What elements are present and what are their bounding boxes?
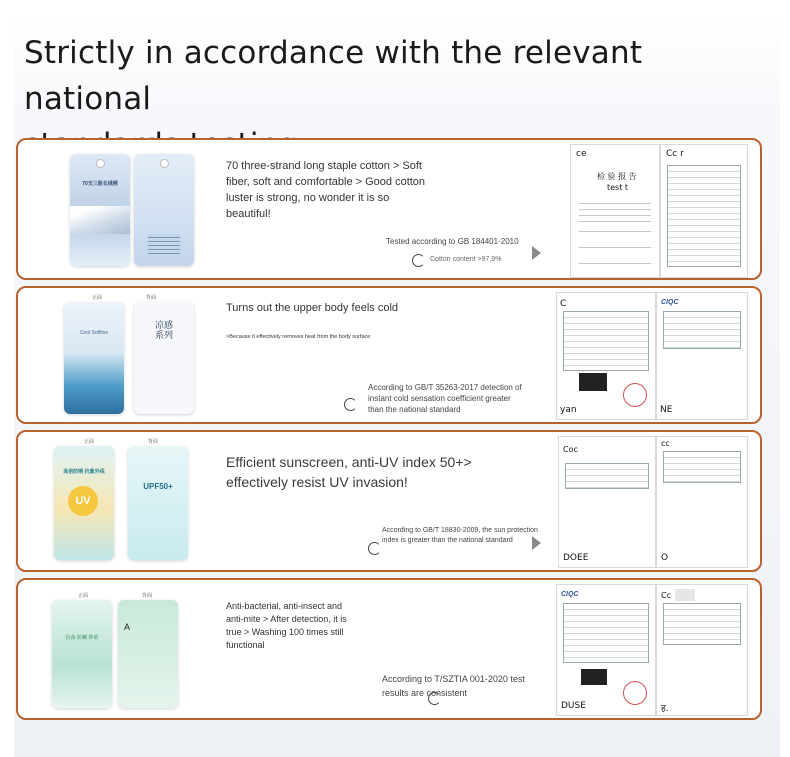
refresh-icon xyxy=(428,692,441,705)
test-report-left: ce 检 验 报 告 test t xyxy=(570,144,660,278)
test-report-right: Cc r xyxy=(660,144,748,278)
tag-back-image xyxy=(134,154,194,266)
test-detail: Cotton content >97.9% xyxy=(430,256,502,263)
arrow-right-icon xyxy=(532,246,541,260)
test-report-right: CIQC NE xyxy=(656,292,748,420)
panel-antibacterial: 正面 背面 抗菌 防螨 抑菌 A Anti-bacterial, anti-insect and anti-mite > After detection, it is true > Washing 100 times still functional According to T/SZTIA 001-2020 test results are consistent CIQC DUSE Cc ह. xyxy=(16,578,762,720)
tag-back-image: A xyxy=(118,600,178,708)
test-standard: According to GB/T 18830-2009, the sun protection index is greater than the national standard xyxy=(382,527,538,544)
product-tag-images xyxy=(48,146,188,270)
panel-description: Efficient sunscreen, anti-UV index 50+> effectively resist UV invasion! xyxy=(226,454,472,490)
product-tag-images xyxy=(48,586,188,710)
tag-back-image: 凉感 系列 xyxy=(134,302,194,414)
uv-badge: UV xyxy=(68,486,98,516)
panel-uv: 正面 背面 高倍防晒 抗紫外线 UV UPF50+ Efficient sunscreen, anti-UV index 50+> effectively resist UV invasion! According to GB/T 18830-2009, the sun protection index is greater than the national standard Coc DOEE cc O xyxy=(16,430,762,572)
heading-line-1: Strictly in accordance with the relevant national xyxy=(24,35,643,117)
test-report-left: Coc DOEE xyxy=(558,436,656,568)
arrow-right-icon xyxy=(532,536,541,550)
test-standard: According to GB/T 35263-2017 detection of instant cold sensation coefficient greater than the national standard xyxy=(368,383,522,414)
test-report-left: C yan xyxy=(556,292,656,420)
test-report-right: cc O xyxy=(656,436,748,568)
panel-cotton xyxy=(16,138,762,280)
panel-cool: 正面 背面 Cool Softline 凉感 系列 Turns out the upper body feels cold >Because it effectively removes heat from the body surface According to GB/T 35263-2017 detection of instant cold sensation coefficient greater than the national standard C yan CIQC NE xyxy=(16,286,762,424)
product-tag-images xyxy=(48,438,188,562)
tag-front-image: 抗菌 防螨 抑菌 xyxy=(52,600,112,708)
tag-front-image: 高倍防晒 抗紫外线 UV xyxy=(54,446,114,560)
tag-back-image: UPF50+ xyxy=(128,446,188,560)
test-standard: Tested according to GB 184401-2010 xyxy=(386,237,519,246)
test-standard: According to T/SZTIA 001-2020 test results are consistent xyxy=(382,674,525,698)
test-report-left: CIQC DUSE xyxy=(556,584,656,716)
refresh-icon xyxy=(344,398,357,411)
panel-description: 70 three-strand long staple cotton > Soft fiber, soft and comfortable > Good cotton luster is strong, no wonder it is so beautiful! xyxy=(226,160,426,220)
panel-subdetail: >Because it effectively removes heat from the body surface xyxy=(226,334,371,340)
tag-front-image: Cool Softline xyxy=(64,302,124,414)
test-report-right: Cc ह. xyxy=(656,584,748,716)
search-icon xyxy=(368,542,381,555)
tag-front-image: 70支三股长绒棉 xyxy=(70,154,130,266)
refresh-icon xyxy=(412,254,425,267)
panel-description: Turns out the upper body feels cold xyxy=(226,302,399,314)
product-tag-images xyxy=(48,294,188,418)
panel-description: Anti-bacterial, anti-insect and anti-mite > After detection, it is true > Washing 100 times still functional xyxy=(226,601,347,650)
